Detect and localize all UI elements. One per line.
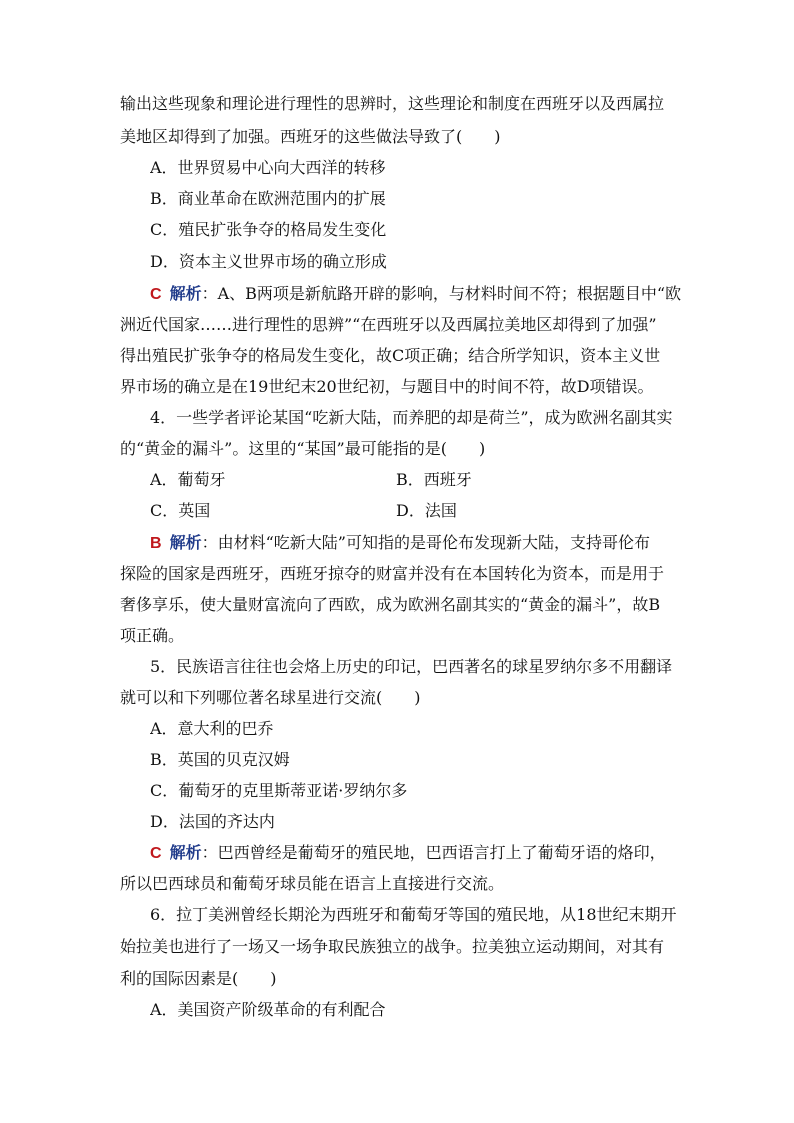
q3-option-d: D．资本主义世界市场的确立形成 [150,252,387,271]
q5-analysis-line: 所以巴西球员和葡萄牙球员能在语言上直接进行交流。 [120,874,505,893]
q5-option-c: C．葡萄牙的克里斯蒂亚诺·罗纳尔多 [150,781,408,800]
q4-analysis-text: ：由材料“吃新大陆”可知指的是哥伦布发现新大陆，支持哥伦布 [201,533,650,552]
analysis-label: 解析 [169,535,202,552]
q4-analysis-line [150,533,710,554]
q6-stem-line: 利的国际因素是( ) [120,969,277,988]
q3-analysis-line: 洲近代国家……进行理性的思辨”“在西班牙以及西属拉美地区却得到了加强” [120,315,657,334]
q4-options-row [150,501,710,521]
q3-analysis-line: 界市场的确立是在19世纪末20世纪初，与题目中的时间不符，故D项错误。 [120,377,654,396]
q4-option-a: A．葡萄牙 [150,470,226,489]
q4-analysis-line: 探险的国家是西班牙，西班牙掠夺的财富并没有在本国转化为资本，而是用于 [120,564,665,583]
q3-analysis-line [150,284,710,305]
q4-option-c: C．英国 [150,501,211,520]
q3-option-a: A．世界贸易中心向大西洋的转移 [150,158,386,177]
q4-stem-line: 的“黄金的漏斗”。这里的“某国”最可能指的是( ) [120,439,486,458]
q3-option-b: B．商业革命在欧洲范围内的扩展 [150,189,386,208]
q3-stem-line: 美地区却得到了加强。西班牙的这些做法导致了( ) [120,127,501,146]
analysis-label: 解析 [169,845,202,862]
q5-analysis-text: ：巴西曾经是葡萄牙的殖民地，巴西语言打上了葡萄牙语的烙印， [201,843,666,862]
analysis-label: 解析 [169,286,202,303]
q5-stem-line: 就可以和下列哪位著名球星进行交流( ) [120,688,421,707]
q4-analysis-line: 奢侈享乐，使大量财富流向了西欧，成为欧洲名副其实的“黄金的漏斗”，故B [120,595,661,614]
q5-analysis-line [150,843,710,864]
q3-analysis-line: 得出殖民扩张争夺的格局发生变化，故C项正确；结合所学知识，资本主义世 [120,346,661,365]
q3-stem-line: 输出这些现象和理论进行理性的思辨时，这些理论和制度在西班牙以及西属拉 [120,94,665,113]
q5-option-d: D．法国的齐达内 [150,812,275,831]
q4-answer: B [150,535,162,552]
q4-analysis-line: 项正确。 [120,626,185,645]
q5-option-b: B．英国的贝克汉姆 [150,750,290,769]
q4-option-d: D．法国 [396,501,457,520]
q6-stem-line: 6．拉丁美洲曾经长期沦为西班牙和葡萄牙等国的殖民地，从18世纪末期开 [150,905,677,924]
q4-stem-line: 4．一些学者评论某国“吃新大陆，而养肥的却是荷兰”，成为欧洲名副其实 [150,408,673,427]
q5-stem-line: 5．民族语言往往也会烙上历史的印记，巴西著名的球星罗纳尔多不用翻译 [150,657,673,676]
q4-options-row [150,470,710,490]
q4-option-b: B．西班牙 [396,470,472,489]
q3-answer: C [150,286,162,303]
q5-option-a: A．意大利的巴乔 [150,719,274,738]
q6-option-a: A．美国资产阶级革命的有利配合 [150,1000,386,1019]
q3-analysis-text: ：A、B两项是新航路开辟的影响，与材料时间不符；根据题目中“欧 [201,284,682,303]
q6-stem-line: 始拉美也进行了一场又一场争取民族独立的战争。拉美独立运动期间，对其有 [120,937,665,956]
q3-option-c: C．殖民扩张争夺的格局发生变化 [150,220,387,239]
q5-answer: C [150,845,162,862]
